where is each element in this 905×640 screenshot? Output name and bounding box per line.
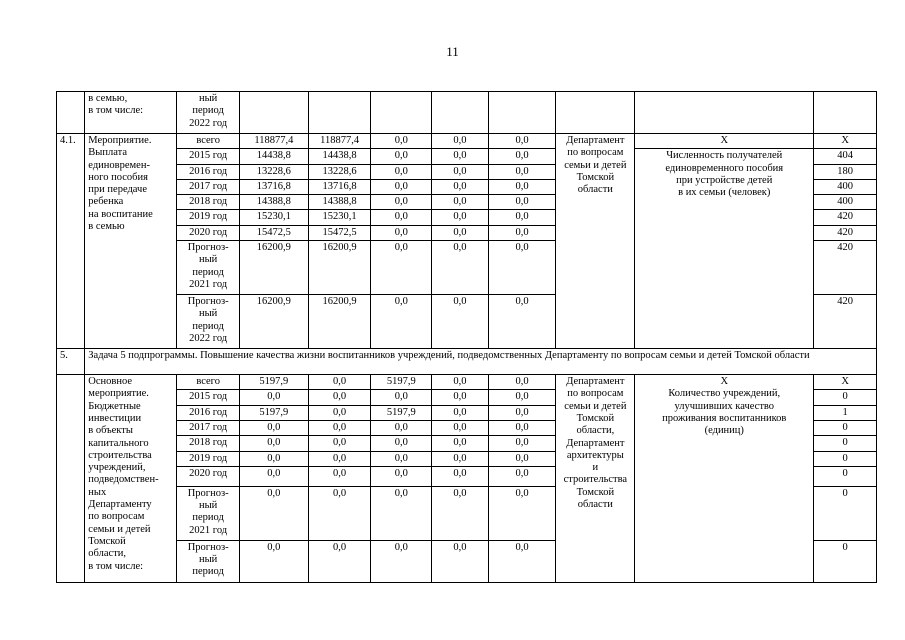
other-cell: 0,0 [488, 486, 556, 540]
other-cell: 0,0 [488, 241, 556, 295]
fed-cell: 0,0 [308, 486, 371, 540]
value-cell: 0 [814, 436, 877, 451]
reg-cell: 0,0 [371, 164, 432, 179]
loc-cell: 0,0 [432, 486, 489, 540]
loc-cell: 0,0 [432, 540, 489, 582]
loc-cell: 0,0 [432, 225, 489, 240]
reg-cell: 0,0 [371, 134, 432, 149]
total-cell: 14438,8 [239, 149, 308, 164]
value-cell: 0 [814, 420, 877, 435]
value-cell: 0 [814, 466, 877, 486]
value-cell: 0 [814, 451, 877, 466]
period-cell: 2015 год [177, 149, 240, 164]
other-cell: 0,0 [488, 134, 556, 149]
reg-cell: 0,0 [371, 241, 432, 295]
fed-cell: 0,0 [308, 436, 371, 451]
loc-cell: 0,0 [432, 241, 489, 295]
period-cell: 2019 год [177, 210, 240, 225]
measure-41-indicator: Численность получателей единовременного пособия при устройстве детей в их семьи (человек) [635, 149, 814, 349]
loc-cell: 0,0 [432, 451, 489, 466]
fed-cell: 15472,5 [308, 225, 371, 240]
period-cell: 2020 год [177, 225, 240, 240]
other-cell: 0,0 [488, 295, 556, 349]
reg-cell: 0,0 [371, 540, 432, 582]
total-cell: 0,0 [239, 466, 308, 486]
value-cell: 420 [814, 295, 877, 349]
period-cell: 2019 год [177, 451, 240, 466]
total-cell: 16200,9 [239, 241, 308, 295]
fed-cell: 0,0 [308, 451, 371, 466]
loc-cell: 0,0 [432, 405, 489, 420]
continuation-row [57, 92, 877, 134]
total-cell: 5197,9 [239, 375, 308, 390]
reg-cell: 0,0 [371, 195, 432, 210]
fed-cell: 118877,4 [308, 134, 371, 149]
measure-41-row [57, 149, 877, 164]
other-cell: 0,0 [488, 179, 556, 194]
other-cell: 0,0 [488, 149, 556, 164]
reg-cell: 0,0 [371, 295, 432, 349]
page-number: 11 [446, 44, 459, 59]
period-cell: Прогноз- ный период 2022 год [177, 295, 240, 349]
period-cell: 2017 год [177, 179, 240, 194]
fed-cell: 0,0 [308, 390, 371, 405]
period-cell: Прогноз- ный период [177, 540, 240, 582]
value-cell: 420 [814, 210, 877, 225]
measure-41-num: 4.1. [57, 134, 85, 349]
total-cell: 5197,9 [239, 405, 308, 420]
cont-period: ный период 2022 год [177, 92, 240, 134]
reg-cell: 0,0 [371, 451, 432, 466]
period-cell: 2015 год [177, 390, 240, 405]
reg-cell: 0,0 [371, 210, 432, 225]
reg-cell: 0,0 [371, 390, 432, 405]
reg-cell: 0,0 [371, 179, 432, 194]
value-cell: 1 [814, 405, 877, 420]
period-cell: всего [177, 134, 240, 149]
loc-cell: 0,0 [432, 164, 489, 179]
fed-cell: 13228,6 [308, 164, 371, 179]
measure-41-name: Мероприятие. Выплата единовремен- ного пособия при передаче ребенка на воспитание в семью [85, 134, 177, 349]
fed-cell: 16200,9 [308, 241, 371, 295]
other-cell: 0,0 [488, 420, 556, 435]
period-cell: всего [177, 375, 240, 390]
value-cell: 0 [814, 540, 877, 582]
other-cell: 0,0 [488, 436, 556, 451]
loc-cell: 0,0 [432, 195, 489, 210]
period-cell: 2020 год [177, 466, 240, 486]
total-cell: 15230,1 [239, 210, 308, 225]
total-cell: 13716,8 [239, 179, 308, 194]
value-cell: 0 [814, 390, 877, 405]
period-cell: Прогноз- ный период 2021 год [177, 486, 240, 540]
loc-cell: 0,0 [432, 375, 489, 390]
loc-cell: 0,0 [432, 466, 489, 486]
reg-cell: 0,0 [371, 225, 432, 240]
value-cell: 400 [814, 179, 877, 194]
other-cell: 0,0 [488, 390, 556, 405]
fed-cell: 13716,8 [308, 179, 371, 194]
measure-41-row [57, 134, 877, 149]
other-cell: 0,0 [488, 375, 556, 390]
fed-cell: 0,0 [308, 405, 371, 420]
value-cell: 400 [814, 195, 877, 210]
measure-41-indicator-head: Х [635, 134, 814, 149]
total-cell: 16200,9 [239, 295, 308, 349]
main-measure-name: Основное мероприятие. Бюджетные инвестиции в объекты капитального строительства учреждений, подведомствен- ных Департаменту по вопросам семьи и детей Томской области, в том числе: [85, 375, 177, 583]
other-cell: 0,0 [488, 210, 556, 225]
task-5-row [57, 349, 877, 375]
reg-cell: 0,0 [371, 420, 432, 435]
task-5-text: Задача 5 подпрограммы. Повышение качества жизни воспитанников учреждений, подведомственных Департаменту по вопросам семьи и детей Томской области [85, 349, 877, 375]
loc-cell: 0,0 [432, 134, 489, 149]
fed-cell: 0,0 [308, 420, 371, 435]
cell-num [57, 92, 85, 134]
task-5-num: 5. [57, 349, 85, 375]
cont-name: в семью, в том числе: [85, 92, 177, 134]
period-cell: 2017 год [177, 420, 240, 435]
period-cell: Прогноз- ный период 2021 год [177, 241, 240, 295]
fed-cell: 16200,9 [308, 295, 371, 349]
period-cell: 2018 год [177, 436, 240, 451]
loc-cell: 0,0 [432, 295, 489, 349]
fed-cell: 14438,8 [308, 149, 371, 164]
total-cell: 0,0 [239, 420, 308, 435]
main-measure-indicator: Х Количество учреждений, улучшивших качество проживания воспитанников (единиц) [635, 375, 814, 583]
other-cell: 0,0 [488, 195, 556, 210]
value-cell: 420 [814, 225, 877, 240]
fed-cell: 0,0 [308, 375, 371, 390]
total-cell: 0,0 [239, 390, 308, 405]
period-cell: 2016 год [177, 164, 240, 179]
other-cell: 0,0 [488, 164, 556, 179]
loc-cell: 0,0 [432, 420, 489, 435]
total-cell: 0,0 [239, 486, 308, 540]
reg-cell: 0,0 [371, 436, 432, 451]
loc-cell: 0,0 [432, 149, 489, 164]
fed-cell: 0,0 [308, 540, 371, 582]
loc-cell: 0,0 [432, 436, 489, 451]
value-cell: 180 [814, 164, 877, 179]
total-cell: 14388,8 [239, 195, 308, 210]
main-measure-executor: Департамент по вопросам семьи и детей Томской области, Департамент архитектуры и строительства Томской области [556, 375, 635, 583]
reg-cell: 5197,9 [371, 405, 432, 420]
period-cell: 2016 год [177, 405, 240, 420]
total-cell: 0,0 [239, 436, 308, 451]
reg-cell: 0,0 [371, 466, 432, 486]
other-cell: 0,0 [488, 405, 556, 420]
period-cell: 2018 год [177, 195, 240, 210]
loc-cell: 0,0 [432, 210, 489, 225]
loc-cell: 0,0 [432, 390, 489, 405]
total-cell: 0,0 [239, 451, 308, 466]
total-cell: 15472,5 [239, 225, 308, 240]
value-cell: Х [814, 375, 877, 390]
cell-num [57, 375, 85, 583]
fed-cell: 0,0 [308, 466, 371, 486]
value-cell: Х [814, 134, 877, 149]
main-measure-row [57, 375, 877, 390]
value-cell: 404 [814, 149, 877, 164]
other-cell: 0,0 [488, 451, 556, 466]
other-cell: 0,0 [488, 540, 556, 582]
other-cell: 0,0 [488, 466, 556, 486]
reg-cell: 0,0 [371, 486, 432, 540]
reg-cell: 0,0 [371, 149, 432, 164]
value-cell: 0 [814, 486, 877, 540]
total-cell: 13228,6 [239, 164, 308, 179]
value-cell: 420 [814, 241, 877, 295]
loc-cell: 0,0 [432, 179, 489, 194]
other-cell: 0,0 [488, 225, 556, 240]
total-cell: 118877,4 [239, 134, 308, 149]
budget-table [56, 91, 877, 583]
fed-cell: 15230,1 [308, 210, 371, 225]
reg-cell: 5197,9 [371, 375, 432, 390]
measure-41-executor: Департамент по вопросам семьи и детей Томской области [556, 134, 635, 349]
total-cell: 0,0 [239, 540, 308, 582]
fed-cell: 14388,8 [308, 195, 371, 210]
